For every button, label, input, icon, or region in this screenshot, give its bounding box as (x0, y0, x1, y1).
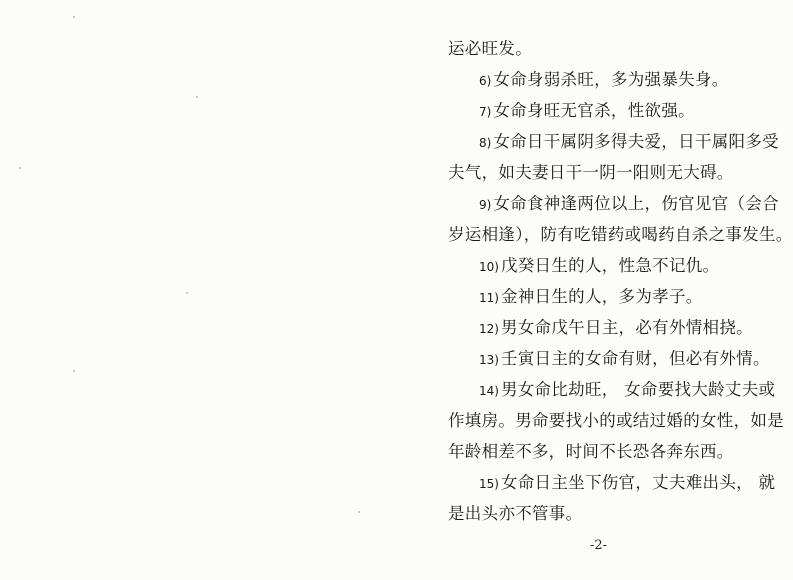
item-number: 11) (479, 291, 499, 305)
text-line (446, 374, 791, 405)
scan-speck (358, 511, 360, 513)
text-line (446, 95, 791, 126)
item-number: 7) (479, 105, 492, 119)
body-text (446, 33, 791, 529)
text-line (446, 312, 791, 343)
item-number: 13) (479, 353, 499, 367)
scan-speck (186, 292, 188, 294)
item-number: 14) (479, 384, 499, 398)
item-number: 9) (479, 198, 492, 212)
line-text: 夫气，如夫妻日干一阴一阳则无大碍。 (448, 163, 734, 182)
text-line (446, 281, 791, 312)
scan-speck (73, 370, 75, 372)
line-text: 男女命戊午日主，必有外情相挠。 (500, 318, 753, 337)
scan-speck (73, 16, 75, 18)
item-number: 12) (479, 322, 499, 336)
line-text: 女命日干属阴多得夫爱，日干属阳多受 (493, 132, 779, 151)
line-text: 女命日主坐下伤官，丈夫难出头， 就 (500, 473, 776, 492)
line-text: 运必旺发。 (448, 39, 532, 58)
text-line (446, 126, 791, 157)
scan-speck (196, 96, 198, 98)
text-line (446, 219, 791, 250)
text-line (446, 250, 791, 281)
item-number: 6) (479, 74, 492, 88)
text-line (446, 405, 791, 436)
line-text: 作填房。男命要找小的或结过婚的女性，如是 (448, 411, 784, 430)
text-line (446, 188, 791, 219)
text-line (446, 436, 791, 467)
line-text: 女命身旺无官杀，性欲强。 (493, 101, 695, 120)
item-number: 10) (479, 260, 499, 274)
text-line (446, 33, 791, 64)
line-text: 是出头亦不管事。 (448, 504, 583, 523)
left-blank-page (0, 0, 396, 580)
text-line (446, 467, 791, 498)
scan-speck (19, 167, 21, 169)
text-line (446, 498, 791, 529)
text-line (446, 157, 791, 188)
line-text: 年龄相差不多，时间不长恐各奔东西。 (448, 442, 734, 461)
item-number: 15) (479, 477, 499, 491)
text-line (446, 343, 791, 374)
text-line (446, 64, 791, 95)
page-number: -2- (589, 538, 608, 553)
line-text: 女命身弱杀旺，多为强暴失身。 (493, 70, 729, 89)
line-text: 女命食神逢两位以上，伤官见官（会合 (493, 194, 779, 213)
line-text: 男女命比劫旺， 女命要找大龄丈夫或 (500, 380, 776, 399)
line-text: 壬寅日主的女命有财，但必有外情。 (500, 349, 770, 368)
item-number: 8) (479, 136, 492, 150)
line-text: 金神日生的人，多为孝子。 (500, 287, 703, 306)
line-text: 戊癸日生的人，性急不记仇。 (500, 256, 720, 275)
line-text: 岁运相逢），防有吃错药或喝药自杀之事发生。 (448, 225, 793, 244)
